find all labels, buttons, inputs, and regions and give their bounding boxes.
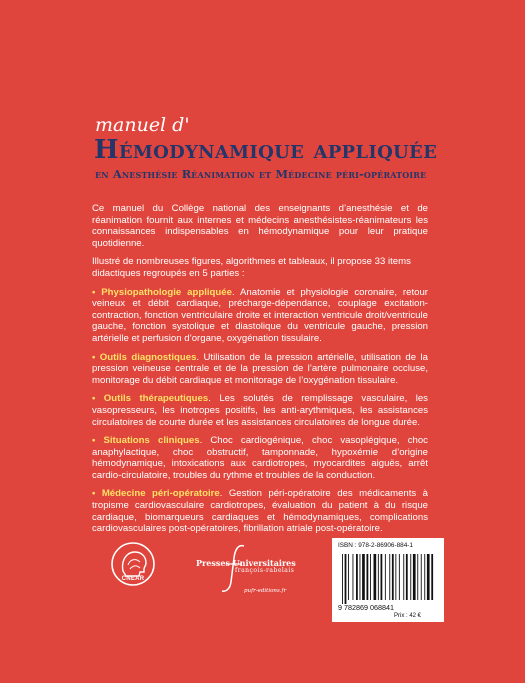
- barcode-bar: [406, 554, 408, 600]
- barcode-bar: [360, 554, 361, 600]
- section-text: . Les solutés de remplissage vasculaire, les vasopresseurs, les inotropes positifs, les anti-arythmiques, les assistances circulatoires de courte durée et les assistances circulatoires de longue durée.: [92, 393, 428, 428]
- barcode-bar: [395, 554, 396, 600]
- barcode-bar: [424, 554, 425, 600]
- barcode-bar: [370, 554, 371, 600]
- section-text: . Anatomie et physiologie coronaire, retour veineux et débit cardiaque, précharge-dépendance, couplage excitation-contraction, fonction ventriculaire droite et interaction ventricule droit/ventricule gauche, fonction systolique et diastolique du ventricule gauche, pression artérielle et perfusion d’organe, oxygénation tissulaire.: [92, 286, 428, 344]
- section-label: • Outils diagnostiques: [92, 351, 197, 363]
- pufr-line-1: Presses Universitaires: [196, 558, 296, 568]
- barcode-bar: [374, 554, 377, 600]
- barcode-bar: [431, 554, 433, 600]
- intro-paragraph-2: Illustré de nombreuses figures, algorithmes et tableaux, il propose 33 items didactiques regroupés en 5 parties :: [92, 256, 411, 279]
- book-subtitle: en Anesthésie Réanimation et Médecine péri-opératoire: [95, 167, 427, 181]
- isbn-label: ISBN : 978-2-86906-884-1: [338, 542, 413, 549]
- section-text: . Utilisation de la pression artérielle, utilisation de la pression veineuse centrale et de la pression de l’artère pulmonaire occluse, monitorage du débit cardiaque et monitorage de l’oxygénation tissulaire.: [92, 351, 428, 386]
- section-label: • Physiopathologie appliquée: [92, 286, 232, 298]
- barcode-bar: [367, 554, 369, 600]
- barcode-bar: [381, 554, 383, 600]
- barcode-bar: [385, 554, 386, 600]
- barcode-bar: [417, 554, 418, 600]
- barcode-bar: [389, 554, 390, 600]
- pufr-line-2: françois-rabelais: [235, 567, 295, 574]
- pufr-logo: [194, 542, 314, 597]
- cover-header: [94, 114, 514, 182]
- barcode-bar: [413, 554, 416, 600]
- barcode-bar: [348, 554, 349, 600]
- publisher-logos: [110, 541, 300, 601]
- cnear-label: CNEAR: [121, 576, 145, 582]
- barcode-bar: [353, 554, 354, 600]
- price-label: Prix : 42 €: [394, 613, 422, 619]
- barcode-bar: [410, 554, 411, 600]
- barcode-bar: [392, 554, 394, 600]
- description: [92, 203, 428, 542]
- section-text: . Gestion péri-opératoire des médicaments à tropisme cardiovasculaire cardiotropes, évaluation du patient à du risque cardiaque, biomarqueurs cardiaques et hémodynamiques, complications cardiovasculaires post-opératoires, fibrillation atriale post-opératoire.: [92, 488, 428, 535]
- barcode-bar: [399, 554, 400, 600]
- pufr-website: pufr-editions.fr: [244, 588, 287, 594]
- section-physiopathologie: [92, 287, 428, 345]
- section-outils-therapeutiques: [92, 393, 428, 428]
- section-situations-cliniques: [92, 435, 428, 481]
- barcode-bar: [378, 554, 379, 600]
- book-title: Hémodynamique appliquée: [94, 135, 438, 165]
- manuel-label: manuel d': [95, 114, 190, 136]
- section-text: . Choc cardiogénique, choc vasoplégique, choc anaphylactique, choc obstructif, tamponnade, hypoxémie d’origine hémodynamique, intoxications aux cardiotropes, myocardites aiguës, arrêt cardio-circulatoire, troubles du rythme et troubles de la conduction.: [92, 435, 428, 481]
- barcode-bar: [421, 554, 422, 600]
- barcode-bar: [345, 554, 347, 604]
- barcode-bar: [362, 554, 365, 600]
- barcode-bar: [342, 554, 343, 604]
- section-outils-diagnostiques: [92, 352, 428, 387]
- barcode-panel: [332, 538, 444, 622]
- cnear-logo: [110, 541, 156, 587]
- section-medecine-perioperatoire: [92, 488, 428, 534]
- section-label: • Outils thérapeutiques: [92, 393, 209, 405]
- barcode-bar: [356, 554, 358, 600]
- barcode-bar: [427, 554, 430, 600]
- barcode-digits: 9 782869 068841: [338, 603, 394, 612]
- intro-paragraph-1: Ce manuel du Collège national des enseignants d’anesthésie et de réanimation fournit aux internes et médecins anesthésistes-réanimateurs les connaissances indispensables en hémodynamique pour leur pratique quotidienne.: [92, 203, 428, 249]
- section-label: • Situations cliniques: [92, 435, 200, 447]
- section-label: • Médecine péri-opératoire: [92, 488, 220, 500]
- barcode-bar: [403, 554, 404, 600]
- barcode-graphic: [338, 554, 438, 612]
